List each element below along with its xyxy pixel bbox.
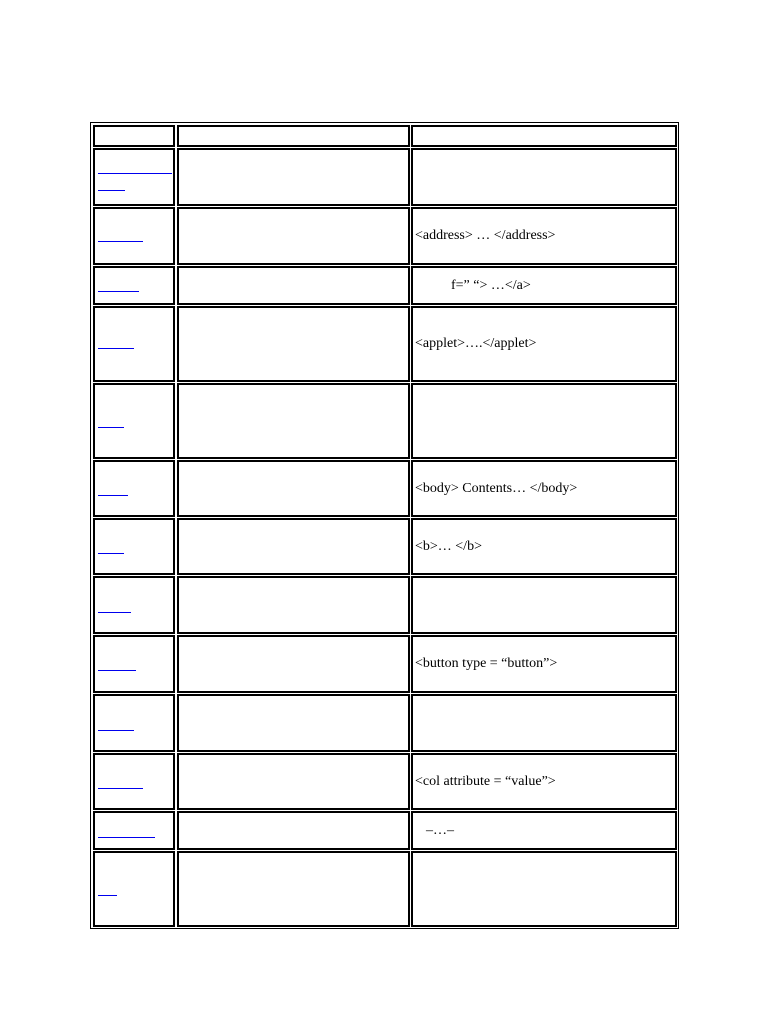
table-row-example-cell (411, 207, 677, 265)
table-row-example-cell (411, 518, 677, 575)
table-row-tag-cell (93, 635, 175, 693)
table-row-tag-cell (93, 851, 175, 927)
example-text: <body> Contents… </body> (415, 480, 578, 496)
table-row-example-cell (411, 460, 677, 517)
tag-link[interactable] (98, 495, 128, 496)
table-row-tag-cell (93, 383, 175, 459)
example-text: <col attribute = “value”> (415, 773, 556, 789)
table-row-description-cell (177, 383, 410, 459)
tag-link[interactable] (98, 730, 134, 731)
table-row-tag-cell (93, 694, 175, 752)
example-text: <b>… </b> (415, 538, 482, 554)
table-row-description-cell (177, 306, 410, 382)
header-cell-description (177, 125, 410, 147)
tag-reference-table (90, 122, 679, 929)
table-row-tag-cell (93, 306, 175, 382)
table-row-description-cell (177, 518, 410, 575)
table-row-example-cell (411, 811, 677, 850)
header-cell-example (411, 125, 677, 147)
table-row-tag-cell (93, 207, 175, 265)
table-row-description-cell (177, 694, 410, 752)
table-row-description-cell (177, 576, 410, 634)
tag-link[interactable] (98, 895, 117, 896)
tag-link-continued[interactable] (98, 190, 125, 191)
tag-link[interactable] (98, 670, 136, 671)
tag-link[interactable] (98, 553, 124, 554)
table-row-example-cell (411, 306, 677, 382)
table-row-description-cell (177, 266, 410, 305)
tag-link[interactable] (98, 837, 155, 838)
table-row-example-cell (411, 635, 677, 693)
table-row-description-cell (177, 851, 410, 927)
table-row-tag-cell (93, 148, 175, 206)
table-row-example-cell (411, 851, 677, 927)
tag-link[interactable] (98, 241, 143, 242)
table-row-tag-cell (93, 576, 175, 634)
tag-link[interactable] (98, 173, 172, 174)
table-row-tag-cell (93, 811, 175, 850)
example-text: –…– (426, 822, 454, 838)
table-row-description-cell (177, 460, 410, 517)
table-row-example-cell (411, 753, 677, 810)
table-row-tag-cell (93, 460, 175, 517)
table-row-example-cell (411, 383, 677, 459)
table-row-tag-cell (93, 266, 175, 305)
example-text: <applet>….</applet> (415, 336, 537, 351)
table-row-description-cell (177, 753, 410, 810)
table-row-example-cell (411, 576, 677, 634)
tag-link[interactable] (98, 788, 143, 789)
header-cell-tag (93, 125, 175, 147)
example-text: <button type = “button”> (415, 656, 558, 671)
table-row-example-cell (411, 694, 677, 752)
tag-link[interactable] (98, 291, 139, 292)
table-row-tag-cell (93, 753, 175, 810)
table-row-example-cell (411, 266, 677, 305)
example-text: <address> … </address> (415, 228, 556, 243)
table-row-description-cell (177, 635, 410, 693)
example-text: f=” “> …</a> (451, 277, 531, 293)
table-row-example-cell (411, 148, 677, 206)
table-row-description-cell (177, 811, 410, 850)
tag-link[interactable] (98, 427, 124, 428)
table-row-tag-cell (93, 518, 175, 575)
table-row-description-cell (177, 148, 410, 206)
table-row-description-cell (177, 207, 410, 265)
tag-link[interactable] (98, 348, 134, 349)
tag-link[interactable] (98, 612, 131, 613)
